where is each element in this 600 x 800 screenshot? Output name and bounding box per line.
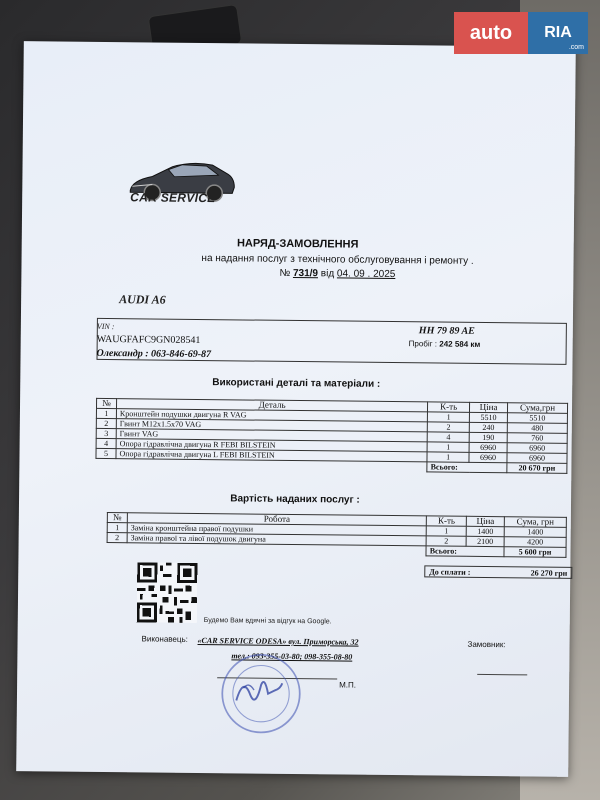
cell: 2	[426, 536, 466, 546]
cell: 2	[427, 422, 469, 432]
executor-value: «CAR SERVICE ODESA» вул. Приморська, 32	[197, 635, 359, 647]
customer-label: Замовник:	[467, 639, 506, 650]
cell: 5510	[507, 413, 567, 424]
services-table	[106, 512, 566, 558]
cell: 1	[107, 523, 127, 533]
service-phones: тел.: 093-355-03-80; 098-355-08-80	[231, 651, 353, 662]
car-model: AUDI A6	[119, 292, 166, 307]
cell: 1400	[466, 526, 504, 536]
cell: 6960	[507, 453, 567, 464]
license-plate: HH 79 89 AE	[418, 325, 475, 337]
work-order-document	[16, 41, 576, 777]
services-section-title: Вартість наданих послуг :	[230, 493, 360, 506]
parts-section-title: Використані деталі та матеріали :	[212, 377, 381, 390]
cell: Заміна правої та лівої подушок двигуна	[127, 533, 426, 546]
date-prefix: від	[320, 268, 335, 280]
cell: 2	[107, 533, 127, 543]
cell: Заміна кронштейна правої подушки	[127, 523, 426, 536]
qr-code-icon	[136, 562, 199, 623]
cell: 190	[469, 432, 507, 442]
watermark-auto-text: auto	[454, 12, 528, 54]
cell: 1	[96, 408, 116, 418]
parts-total-value: 20 670 грн	[507, 463, 567, 474]
order-date: 04. 09 . 2025	[336, 268, 396, 281]
parts-header-cell: Сума,грн	[508, 403, 568, 414]
watermark-ria-text	[528, 12, 588, 54]
document-subtitle: на надання послуг з технічного обслуговування і ремонту .	[201, 253, 474, 267]
amount-due-label: До сплати :	[429, 566, 471, 577]
document-title: НАРЯД-ЗАМОВЛЕННЯ	[236, 237, 359, 251]
services-total-value: 5 600 грн	[504, 547, 566, 558]
executor-label: Виконавець:	[141, 634, 188, 644]
cell: 3	[96, 428, 116, 438]
logo-text: CAR SERVICE	[130, 190, 216, 206]
cell: 6960	[469, 442, 507, 452]
stamp-place-label: М.П.	[339, 680, 357, 690]
vin-value: WAUGFAFC9GN028541	[96, 333, 201, 346]
services-header-cell: №	[107, 513, 127, 523]
parts-header-cell: Деталь	[116, 399, 427, 412]
cell: 5510	[469, 412, 507, 422]
amount-due-box	[424, 565, 572, 579]
cell: 4200	[504, 537, 566, 548]
cell: Гвинт M12x1.5x70 VAG	[116, 419, 427, 432]
services-header-cell: К-ть	[426, 516, 466, 526]
cell: 4	[427, 432, 469, 442]
customer-signature-line	[477, 674, 527, 676]
cell: 1	[427, 452, 469, 462]
cell: 1	[427, 442, 469, 452]
company-stamp-icon	[217, 649, 306, 738]
cell: Гвинт VAG	[116, 429, 427, 442]
cell: 760	[507, 433, 567, 444]
services-header-cell: Робота	[127, 513, 426, 526]
watermark-domain: .com	[568, 44, 584, 51]
parts-header-cell: К-ть	[428, 402, 470, 412]
vin-label: VIN :	[96, 321, 115, 332]
cell: 2	[96, 418, 116, 428]
cell: 1400	[504, 527, 566, 538]
cell: 6960	[507, 443, 567, 454]
autoria-watermark	[454, 12, 588, 54]
cell: 1	[426, 526, 466, 536]
services-header-cell: Сума, грн	[504, 517, 566, 528]
cell: 5	[96, 448, 116, 458]
order-number: 731/9	[292, 267, 319, 280]
number-prefix: №	[279, 267, 291, 279]
cell: 240	[469, 422, 507, 432]
amount-due-value: 26 270 грн	[530, 567, 568, 578]
cell: Опора гідравлічна двигуна R FEBI BILSTEIN	[116, 439, 427, 452]
services-total-label: Всього:	[426, 546, 504, 557]
cell: Кронштейн подушки двигуна R VAG	[116, 409, 427, 422]
mileage	[409, 339, 481, 349]
watermark-ria-label: RIA	[544, 24, 572, 41]
document-number-line	[21, 265, 573, 282]
google-review-note: Будемо Вам вдячні за відгук на Google.	[203, 617, 332, 626]
parts-header-cell: №	[96, 398, 116, 408]
mileage-label: Пробіг :	[408, 339, 438, 349]
cell: 2100	[466, 536, 504, 546]
services-header-cell: Ціна	[466, 516, 504, 526]
parts-header-cell: Ціна	[470, 402, 508, 412]
cell: 480	[507, 423, 567, 434]
parts-total-label: Всього:	[427, 462, 507, 473]
cell: 1	[428, 412, 470, 422]
cell: 6960	[469, 452, 507, 462]
cell: 4	[96, 438, 116, 448]
mileage-value: 242 584 км	[439, 339, 481, 349]
parts-table	[95, 398, 568, 474]
cell: Опора гідравлічна двигуна L FEBI BILSTEIN	[116, 449, 427, 462]
owner-contact: Олександр : 063-846-69-87	[96, 347, 212, 361]
